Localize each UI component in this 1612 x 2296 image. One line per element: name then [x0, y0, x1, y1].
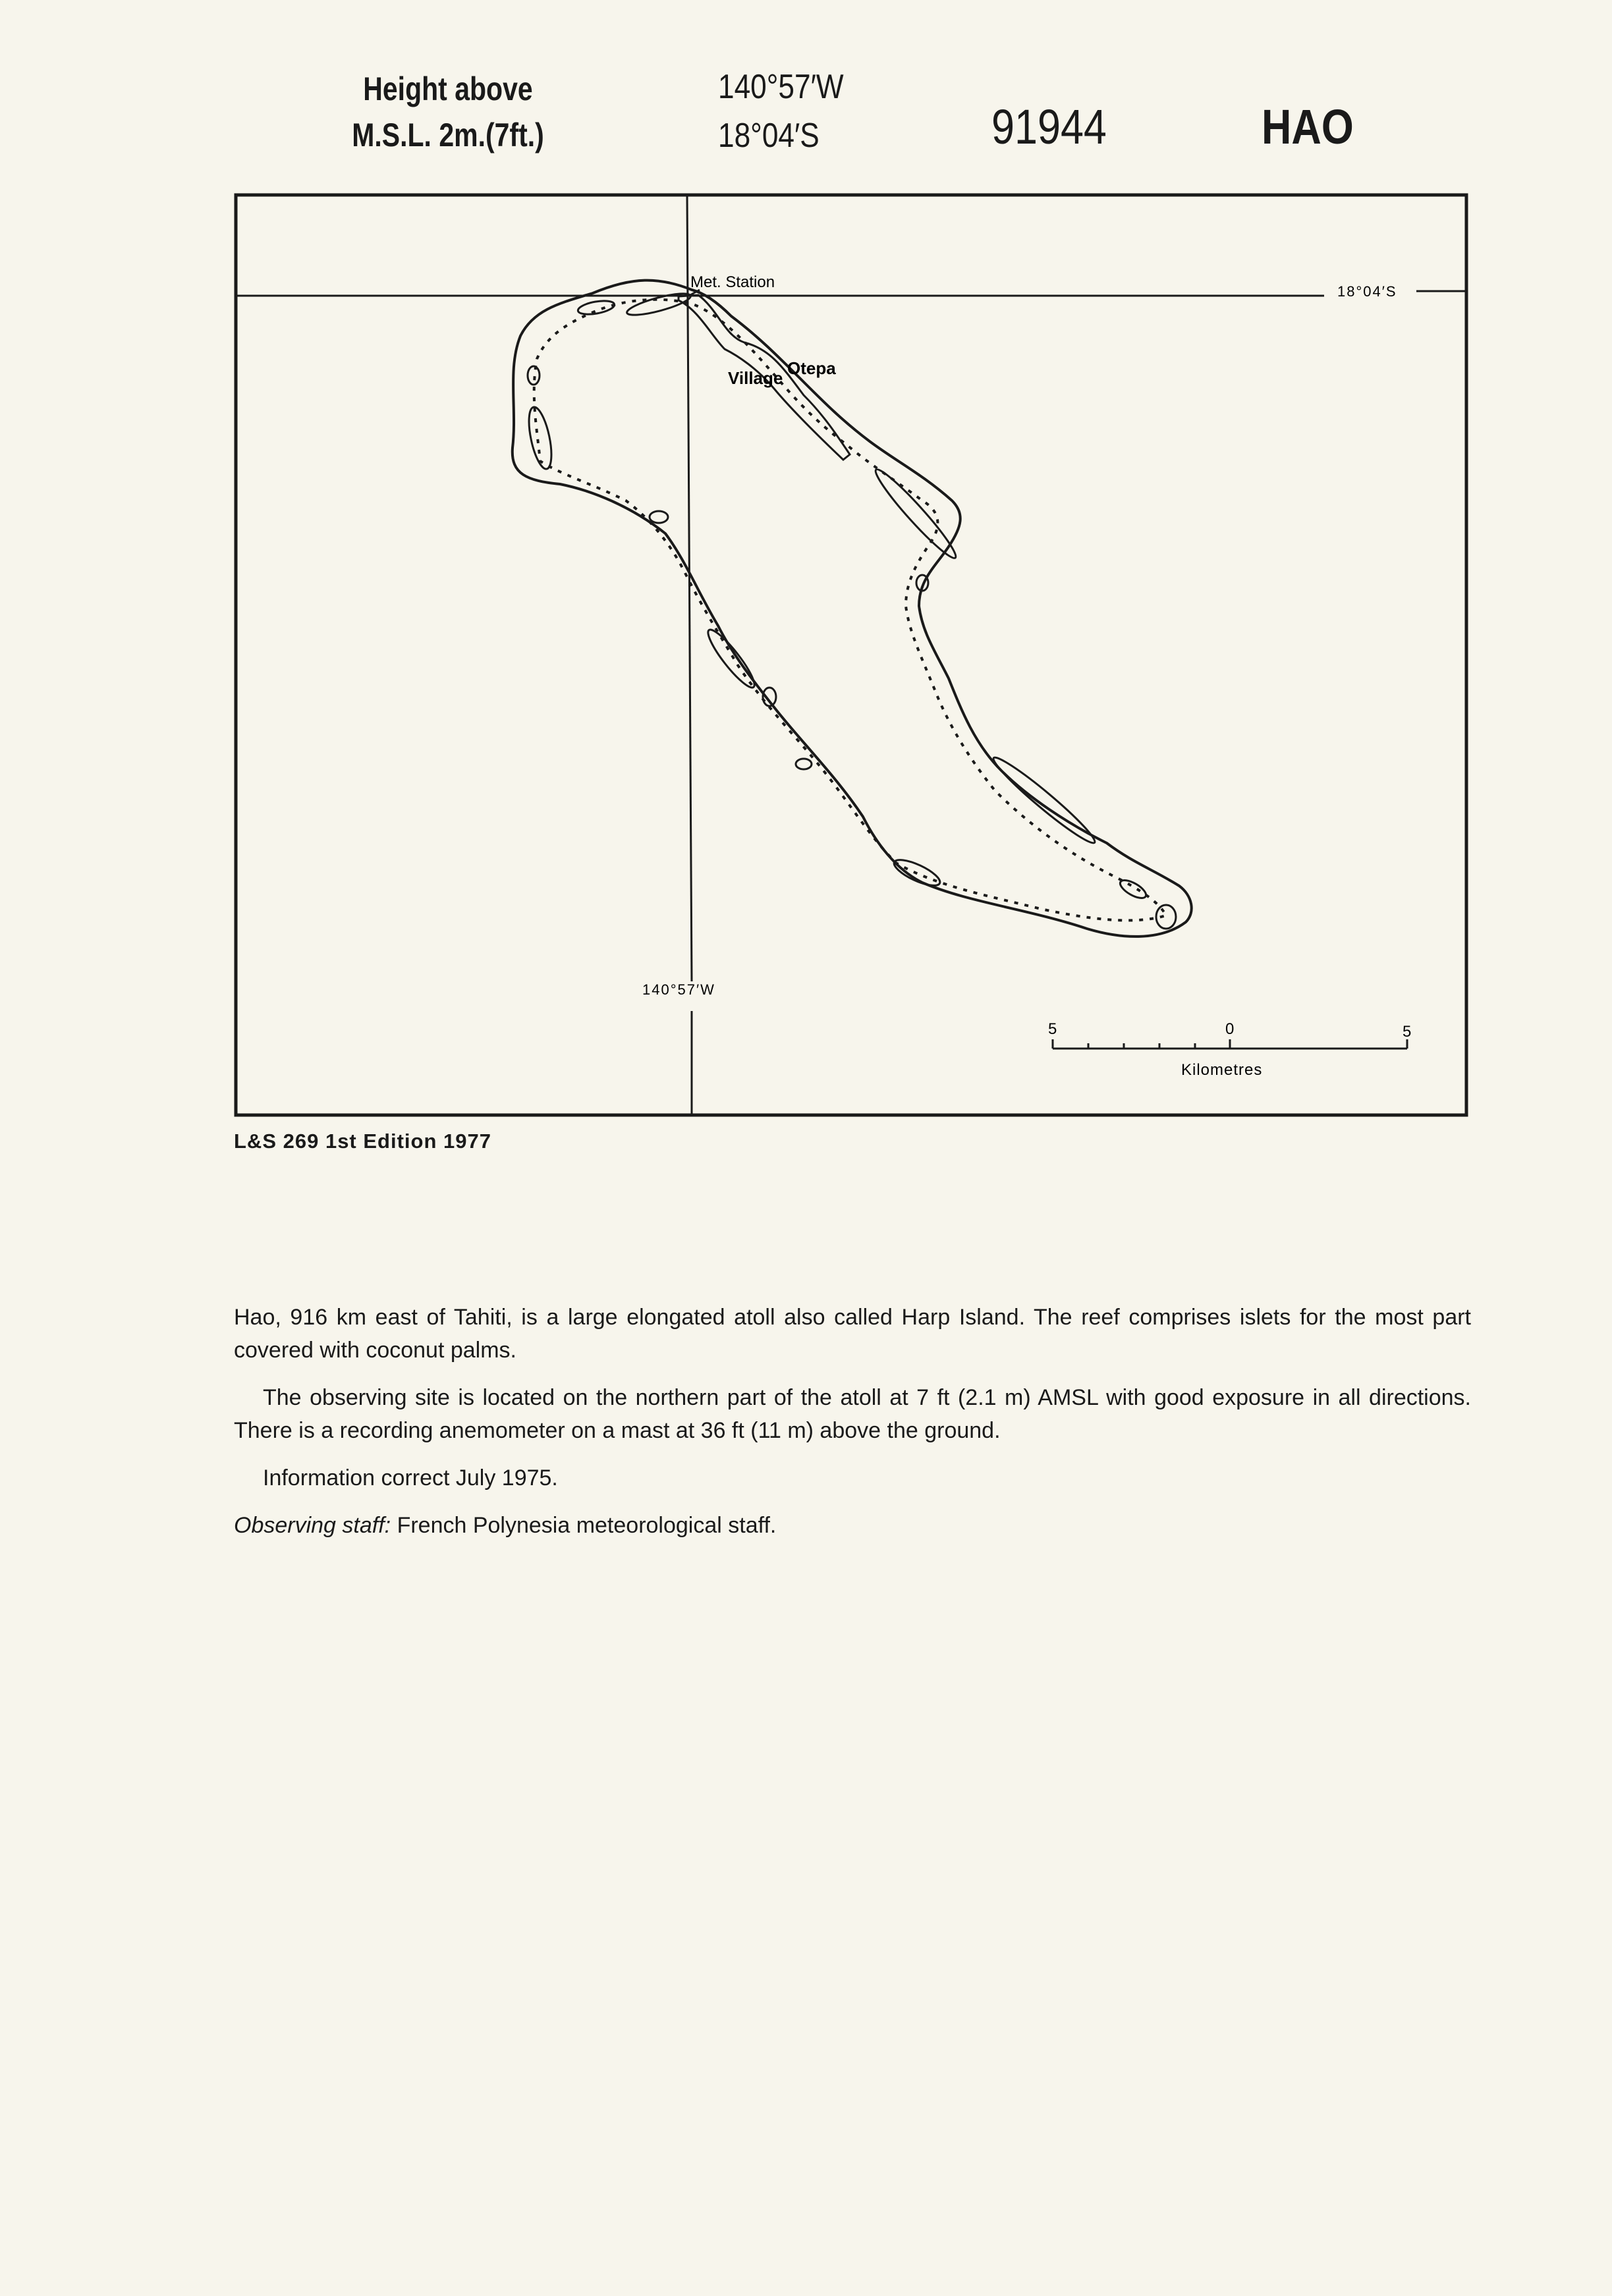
label-latitude: 18°04′S [1337, 283, 1397, 300]
atoll-map [0, 0, 1612, 1133]
islet [528, 366, 540, 385]
islet [796, 759, 812, 769]
description-paragraph-3: Information correct July 1975. [263, 1465, 558, 1490]
observing-staff [234, 1509, 1471, 1542]
map-frame [236, 195, 1466, 1115]
label-otepa: Otepa [787, 358, 836, 378]
height-line-2: M.S.L. 2m.(7ft.) [352, 117, 544, 153]
atoll-reef-outer [513, 281, 1192, 937]
station-description [234, 1301, 1471, 1556]
islet [1117, 877, 1148, 902]
longitude-gridline [687, 195, 692, 981]
description-paragraph-2: The observing site is located on the northern part of the atoll at 7 ft (2.1 m) AMSL with good exposure in all directions. There is a recording anemometer on a mast at 36 ft (11 m) above the ground. [234, 1385, 1471, 1443]
label-longitude: 140°57′W [642, 981, 715, 998]
height-line-1: Height above [363, 70, 533, 107]
islet [650, 511, 668, 523]
header-latitude: 18°04′S [718, 117, 820, 155]
atoll-reef-inner [534, 300, 1166, 921]
label-met-station: Met. Station [690, 273, 775, 291]
scale-label-right: 5 [1403, 1023, 1412, 1041]
scale-bar [1048, 1020, 1411, 1079]
edition-note: L&S 269 1st Edition 1977 [234, 1130, 491, 1153]
station-number: 91944 [991, 99, 1107, 154]
islet [577, 298, 615, 316]
islet [1156, 905, 1176, 929]
scale-label-left: 5 [1048, 1020, 1057, 1038]
scale-unit: Kilometres [1181, 1061, 1263, 1079]
label-village: Village [728, 368, 783, 388]
header-longitude: 140°57′W [718, 68, 844, 106]
observing-staff-value: French Polynesia meteorological staff. [397, 1513, 777, 1538]
scale-label-mid: 0 [1225, 1020, 1235, 1038]
islet [989, 752, 1100, 849]
station-name: HAO [1262, 99, 1354, 154]
description-paragraph-1: Hao, 916 km east of Tahiti, is a large elongated atoll also called Harp Island. The reef comprises islets for the most part covered with coconut palms. [234, 1305, 1471, 1363]
observing-staff-label: Observing staff: [234, 1513, 391, 1538]
islet [625, 289, 692, 319]
